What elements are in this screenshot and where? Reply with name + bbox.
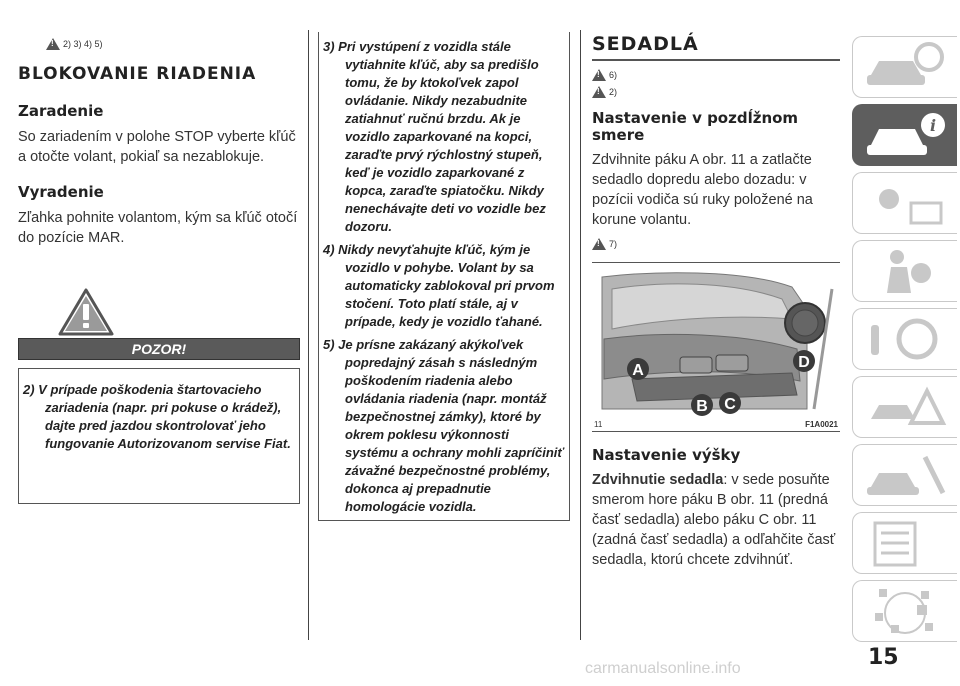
car-tools-icon <box>861 447 951 503</box>
warning-icon <box>592 86 606 98</box>
alphabet-index-icon <box>861 583 951 639</box>
page-number: 15 <box>868 645 899 670</box>
tab-maintenance[interactable] <box>852 444 957 506</box>
section-title-seats: SEDADLÁ <box>592 33 699 55</box>
column-divider-2 <box>580 30 581 640</box>
subtitle-unlock: Vyradenie <box>18 183 104 201</box>
label-d: D <box>798 354 810 371</box>
warning-item-3: 3) Pri vystúpení z vozidla stále vytiahnite kľúč, aby sa predišlo tomu, že by ktokoľvek zapol ovládanie. Nikdy nezabudnite zatiahnuť ručnú brzdu. Ak je vozidlo zaparkované na kopci, zaraďte prvý rýchlostný stupeň, keď je vozidlo zaparkované z kopca, zaraďte spiatočku. Nikdy nenechávajte deti vo vozidle bez dozoru. <box>323 39 546 234</box>
label-c: C <box>724 396 736 413</box>
warning-box <box>18 368 300 504</box>
warning-refs: ! 2) 3) 4) 5) <box>46 38 300 50</box>
warning-icon <box>592 238 606 250</box>
height-text-bold: Zdvihnutie sedadla <box>592 472 724 488</box>
car-info-icon <box>861 107 951 163</box>
subtitle-longitudinal: Nastavenie v pozdĺžnom smere <box>592 109 799 144</box>
emergency-triangle-icon <box>861 379 951 435</box>
height-text <box>592 470 840 570</box>
warning-box-continued <box>318 32 570 521</box>
large-warning-icon <box>58 288 114 336</box>
section-rule <box>592 59 840 61</box>
tab-driving[interactable] <box>852 308 957 370</box>
label-a: A <box>632 362 644 379</box>
warning-ref-6: ! 6) <box>592 69 840 81</box>
lock-text: So zariadením v polohe STOP vyberte kľúč a otočte volant, pokiaľ sa nezablokuje. <box>18 129 296 165</box>
longitudinal-text: Zdvihnite páku A obr. 11 a zatlačte sedadlo dopredu alebo dozadu: v pozícii vodiča sú ruky položené na korune volantu. <box>592 152 813 228</box>
airbag-icon <box>861 243 951 299</box>
warning-ref-2: ! 2) <box>592 86 840 98</box>
label-b: B <box>696 398 708 415</box>
column-2 <box>318 0 570 521</box>
warning-icon <box>46 38 60 50</box>
warning-ref-7: ! 7) <box>592 238 840 250</box>
tab-dashboard[interactable] <box>852 36 957 98</box>
subtitle-height: Nastavenie výšky <box>592 446 741 464</box>
seat-figure <box>592 262 840 432</box>
warning-item-5: 5) Je prísne zakázaný akýkoľvek popredajný zásah s následným poškodením riadenia alebo ovládania riadenia (napr. montáž bezpečnostnej zámky), ktoré by okrem poklesu výkonnosti systému a ochrany mohli zapríčiniť závažné bezpečnostné problémy, dokonca aj prepadnutie homologácie vozidla. <box>323 337 564 514</box>
tab-vehicle-info[interactable] <box>852 104 957 166</box>
steering-wheel-icon <box>861 311 951 367</box>
tab-technical-data[interactable] <box>852 512 957 574</box>
figure-number: 11 <box>594 420 603 429</box>
tab-safety[interactable] <box>852 240 957 302</box>
svg-text:i: i <box>929 116 937 135</box>
seat-illustration <box>592 269 840 419</box>
warning-lights-icon <box>861 175 951 231</box>
column-divider-1 <box>308 30 309 640</box>
height-text-rest: : v sede posuňte smerom hore páku B obr. 11 (predná časť sedadla) alebo páku C obr. 11 (zadná časť sedadla) a odľahčite časť sedadla, ktorú chcete zdvihnúť. <box>592 472 836 568</box>
figure-code: F1A0021 <box>805 420 838 429</box>
subtitle-lock: Zaradenie <box>18 102 104 120</box>
tab-index[interactable] <box>852 580 957 642</box>
warning-item-4: 4) Nikdy nevyťahujte kľúč, kým je vozidlo v pohybe. Volant by sa automaticky zablokoval pri prvom stočení. Toto platí stále, aj v prípade, kedy je vozidlo ťahané. <box>323 242 555 329</box>
warning-banner: POZOR! <box>18 338 300 360</box>
warning-item-2: 2) V prípade poškodenia štartovacieho zariadenia (napr. pri pokuse o krádež), dajte pred jazdou skontrolovať jeho fungovanie Autorizovanom servise Fiat. <box>23 382 291 451</box>
column-3 <box>592 0 840 570</box>
tab-emergency[interactable] <box>852 376 957 438</box>
tab-lights[interactable] <box>852 172 957 234</box>
warning-icon <box>592 69 606 81</box>
column-1 <box>18 0 300 504</box>
checklist-icon <box>861 515 951 571</box>
car-gauge-icon <box>861 39 951 95</box>
watermark: carmanualsonline.info <box>585 660 741 677</box>
section-title-steering-lock: BLOKOVANIE RIADENIA <box>18 64 257 84</box>
unlock-text: Zľahka pohnite volantom, kým sa kľúč otočí do pozície MAR. <box>18 210 298 246</box>
